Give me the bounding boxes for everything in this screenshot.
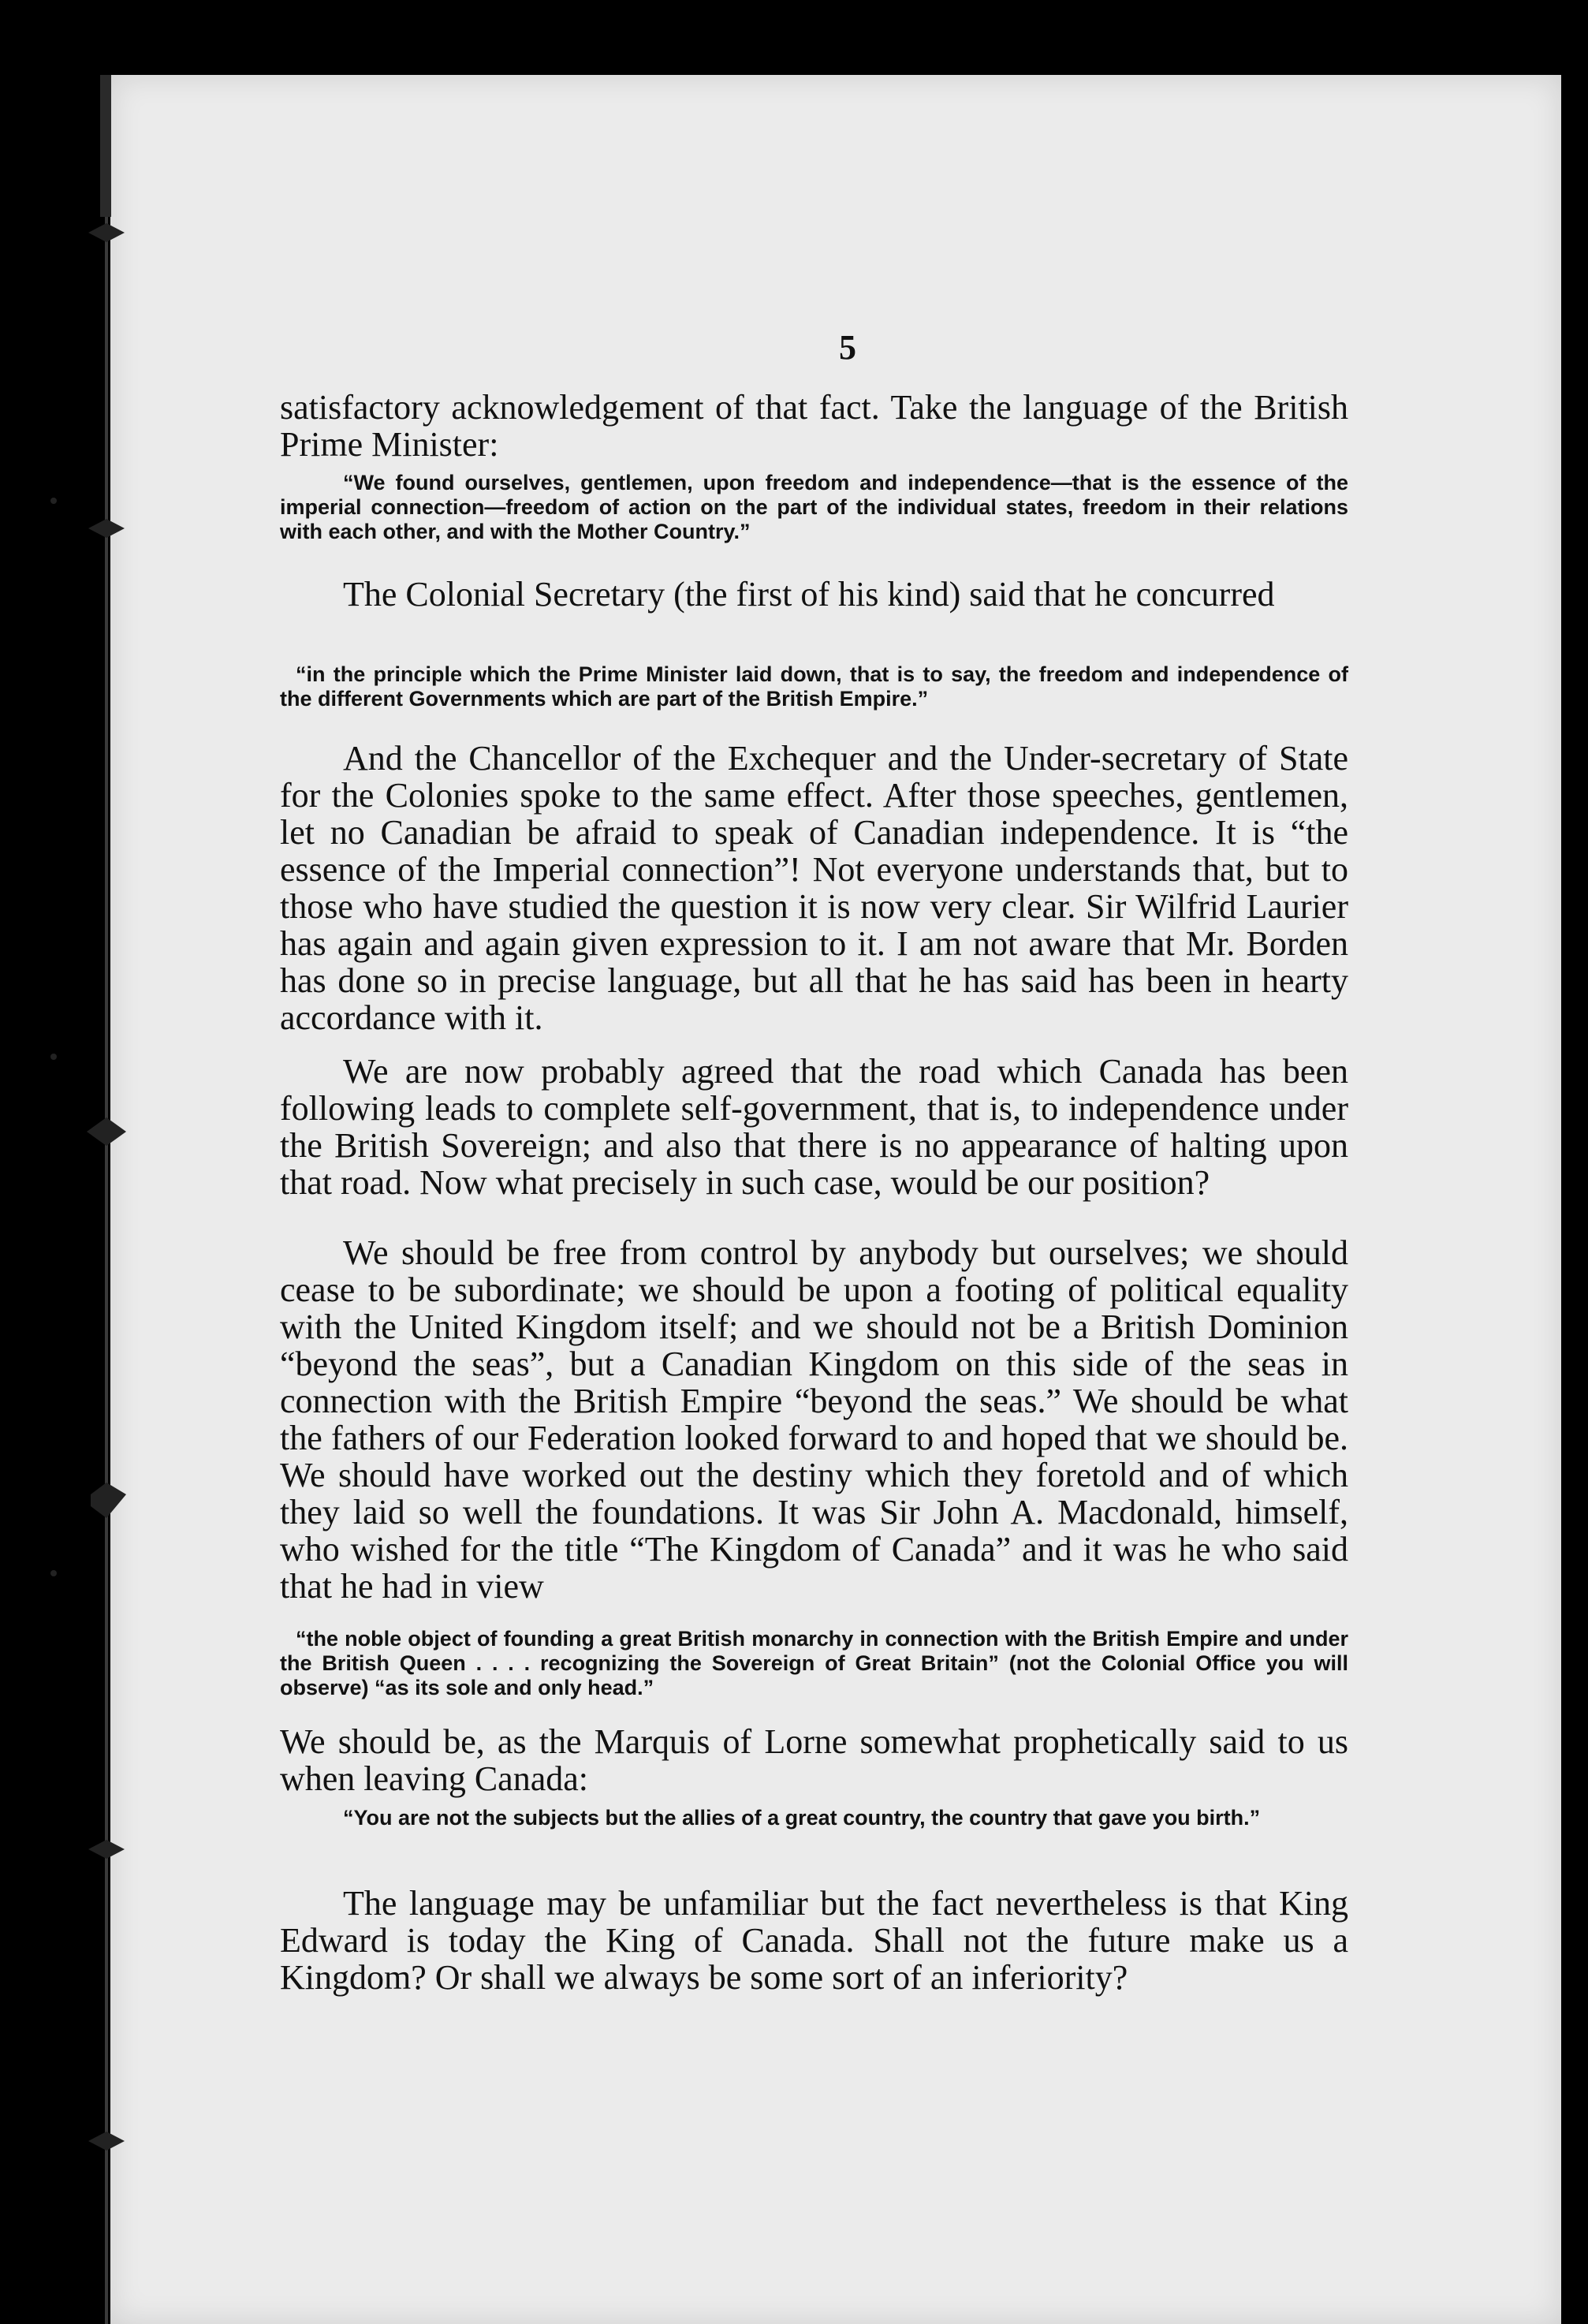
- quote-2: [280, 662, 1348, 711]
- block-quote: “You are not the subjects but the allies of a great country, the country that gave you birth.”: [343, 1806, 1261, 1830]
- body-paragraph: The language may be unfamiliar but the fact nevertheless is that King Edward is today the King of Canada. Shall not the future make us a Kingdom? Or shall we always be some sort of an inferiority?: [280, 1884, 1348, 1997]
- paragraph-2: [280, 576, 1348, 613]
- paragraph-1: [280, 389, 1348, 463]
- block-quote: “We found ourselves, gentlemen, upon freedom and independence—that is the essence of the imperial connection—freedom of action on the part of the individual states, freedom in their relations with each other, and with the Mother Country.”: [280, 471, 1348, 543]
- body-paragraph: We are now probably agreed that the road which Canada has been following leads to complete self-government, that is, to independence under the British Sovereign; and also that there is no appearance of halting upon that road. Now what precisely in such case, would be our position?: [280, 1052, 1348, 1202]
- quote-4: [280, 1806, 1348, 1830]
- body-paragraph: We should be free from control by anybody but ourselves; we should cease to be subordinate; we should be upon a footing of political equality with the United Kingdom itself; and we should not be a British Dominion “beyond the seas”, but a Canadian Kingdom on this side of the seas in connection with the British Empire “beyond the seas.” We should be what the fathers of our Federation looked forward to and hoped that we should be. We should have worked out the destiny which they foretold and of which they laid so well the foundations. It was Sir John A. Macdonald, himself, who wished for the title “The Kingdom of Canada” and it was he who said that he had in view: [280, 1233, 1348, 1606]
- body-paragraph: satisfactory acknowledgement of that fact. Take the language of the British Prime Minister:: [280, 388, 1348, 464]
- quote-1: [280, 471, 1348, 544]
- paragraph-4: [280, 1053, 1348, 1201]
- block-quote: “in the principle which the Prime Minister laid down, that is to say, the freedom and independence of the different Governments which are part of the British Empire.”: [280, 662, 1348, 711]
- binding-stitching: [0, 75, 134, 2324]
- quote-3: [280, 1627, 1348, 1700]
- paragraph-7: [280, 1885, 1348, 1996]
- paragraph-3: [280, 740, 1348, 1036]
- paragraph-6: [280, 1723, 1348, 1797]
- block-quote: “the noble object of founding a great British monarchy in connection with the British Empire and under the British Queen . . . . recognizing the Sovereign of Great Britain” (not the Colonial Office you will observe) “as its sole and only head.”: [280, 1627, 1348, 1699]
- body-paragraph: And the Chancellor of the Exchequer and the Under-secretary of State for the Colonies spoke to the same effect. After those speeches, gentlemen, let no Canadian be afraid to speak of Canadian independence. It is “the essence of the Imperial connection”! Not everyone understands that, but to those who have studied the question it is now very clear. Sir Wilfrid Laurier has again and again given expression to it. I am not aware that Mr. Borden has done so in precise language, but all that he has said has been in hearty accordance with it.: [280, 739, 1348, 1037]
- body-paragraph: We should be, as the Marquis of Lorne somewhat prophetically said to us when leaving Canada:: [280, 1722, 1348, 1798]
- page-number: 5: [839, 328, 856, 367]
- paragraph-5: [280, 1234, 1348, 1605]
- body-paragraph: The Colonial Secretary (the first of his kind) said that he concurred: [343, 575, 1275, 614]
